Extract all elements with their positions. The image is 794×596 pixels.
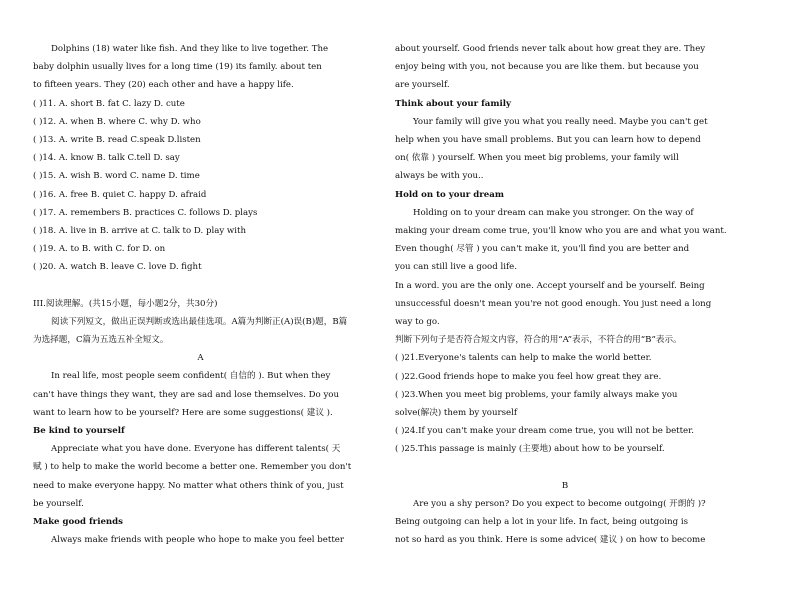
passage-a-line: unsuccessful doesn't mean you're not good enough. You just need a long: [395, 298, 712, 309]
section-heading: III.阅读理解。(共15小题，每小题2分，共30分): [33, 298, 218, 309]
passage-a-line: you can still live a good life.: [395, 262, 517, 273]
question-21: ( )21.Everyone's talents can help to make the world better.: [395, 353, 652, 364]
question-19: ( )19. A. to B. with C. for D. on: [33, 244, 166, 255]
passage-a-line: about yourself. Good friends never talk about how great they are. They: [395, 44, 706, 54]
cloze-passage-line: Dolphins (18) water like fish. And they like to live together. The: [51, 44, 329, 54]
passage-b-line: Being outgoing can help a lot in your life. In fact, being outgoing is: [395, 517, 688, 528]
cloze-passage-line: to fifteen years. They (20) each other and have a happy life.: [33, 80, 294, 91]
question-17: ( )17. A. remembers B. practices C. follows D. plays: [33, 207, 258, 218]
passage-a-line: be yourself.: [33, 498, 84, 509]
question-22: ( )22.Good friends hope to make you feel how great they are.: [395, 371, 662, 382]
passage-a-line: always be with you..: [395, 171, 484, 182]
question-12: ( )12. A. when B. where C. why D. who: [33, 116, 201, 127]
passage-a-line: help when you have small problems. But you can learn how to depend: [395, 135, 701, 146]
question-14: ( )14. A. know B. talk C.tell D. say: [33, 153, 180, 164]
passage-a-line: Even though( 尽管 ) you can't make it, you'll find you are better and: [395, 244, 690, 255]
section-instructions: 为选择题，C篇为五选五补全短文。: [33, 335, 169, 346]
subheading-be-kind: Be kind to yourself: [33, 426, 125, 437]
subheading-family: Think about your family: [395, 98, 511, 109]
question-15: ( )15. A. wish B. word C. name D. time: [33, 171, 200, 182]
question-24: ( )24.If you can't make your dream come true, you will not be better.: [395, 426, 695, 437]
section-instructions: 阅读下列短文，做出正误判断或选出最佳选项。A篇为判断正(A)误(B)题，B篇: [51, 316, 348, 327]
question-20: ( )20. A. watch B. leave C. love D. fight: [33, 262, 202, 273]
question-23: ( )23.When you meet big problems, your family always make you: [395, 389, 678, 400]
passage-a-line: Always make friends with people who hope to make you feel better: [51, 535, 344, 546]
judge-instructions: 判断下列句子是否符合短文内容，符合的用“A”表示，不符合的用“B”表示。: [395, 335, 682, 346]
passage-b-line: not so hard as you think. Here is some advice( 建议 ) on how to become: [395, 535, 706, 546]
passage-a-line: are yourself.: [395, 80, 450, 91]
passage-a-line: enjoy being with you, not because you are like them. but because you: [395, 62, 699, 73]
question-18: ( )18. A. live in B. arrive at C. talk to D. play with: [33, 226, 246, 237]
passage-a-line: making your dream come true, you'll know who you are and what you want.: [395, 226, 727, 237]
passage-a-line: way to go.: [395, 317, 440, 328]
passage-a-label: A: [197, 353, 204, 364]
question-25: ( )25.This passage is mainly (主要地) about how to be yourself.: [395, 444, 665, 455]
passage-b-line: Are you a shy person? Do you expect to become outgoing( 开朗的 )?: [413, 498, 706, 509]
passage-a-line: Holding on to your dream can make you stronger. On the way of: [413, 207, 694, 218]
passage-a-line: want to learn how to be yourself? Here are some suggestions( 建议 ).: [33, 407, 333, 418]
passage-a-line: In a word. you are the only one. Accept yourself and be yourself. Being: [395, 280, 705, 291]
passage-a-line: 赋 ) to help to make the world become a better one. Remember you don't: [33, 462, 352, 473]
passage-a-line: Appreciate what you have done. Everyone has different talents( 天: [51, 444, 341, 455]
passage-b-label: B: [561, 480, 569, 491]
question-16: ( )16. A. free B. quiet C. happy D. afraid: [33, 189, 207, 200]
cloze-passage-line: baby dolphin usually lives for a long time (19) its family. about ten: [33, 62, 322, 73]
passage-a-line: on( 依靠 ) yourself. When you meet big problems, your family will: [395, 153, 679, 164]
subheading-dream: Hold on to your dream: [395, 189, 504, 200]
question-23-cont: solve(解决) them by yourself: [395, 408, 518, 419]
right-column: [395, 40, 735, 549]
passage-a-line: In real life, most people seem confident( 自信的 ). But when they: [51, 371, 331, 382]
left-column: [33, 40, 368, 549]
passage-a-line: can't have things they want, they are sad and lose themselves. Do you: [33, 389, 340, 400]
passage-a-line: Your family will give you what you really need. Maybe you can't get: [413, 116, 708, 127]
passage-a-line: need to make everyone happy. No matter what others think of you, just: [33, 480, 344, 491]
question-13: ( )13. A. write B. read C.speak D.listen: [33, 135, 201, 146]
subheading-make-friends: Make good friends: [33, 517, 124, 528]
question-11: ( )11. A. short B. fat C. lazy D. cute: [33, 98, 185, 109]
